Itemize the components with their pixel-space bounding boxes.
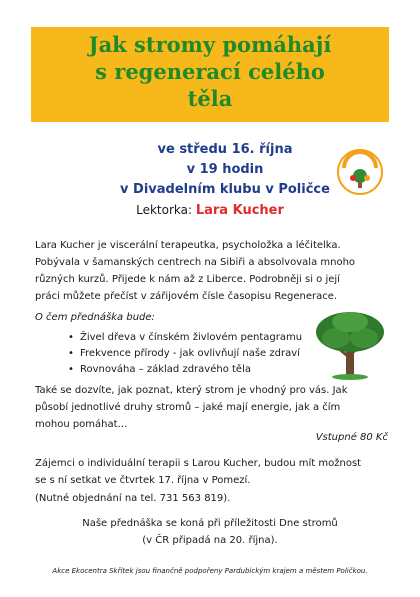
topics-heading: O čem přednáška bude: (35, 312, 155, 323)
event-place: v Divadelním klubu v Poličce (120, 182, 330, 197)
title-banner (31, 27, 389, 122)
lecturer-line (0, 203, 420, 218)
list-item: • Frekvence přírody - jak ovlivňují naše zdraví (80, 346, 302, 362)
entry-fee: Vstupné 80 Kč (315, 432, 388, 443)
list-item: • Rovnováha – základ zdravého těla (80, 362, 302, 378)
list-item: • Živel dřeva v čínském živlovém pentagramu (80, 330, 302, 346)
booking-note: (Nutné objednání na tel. 731 563 819). (35, 493, 231, 504)
event-time: v 19 hodin (186, 162, 264, 177)
individual-therapy-paragraph: Zájemci o individuální terapii s Larou Kucher, budou mít možnost se s ní setkat ve čtvrtek 17. října v Pomezí. (35, 458, 362, 486)
intro-paragraph: Lara Kucher je viscerální terapeutka, psycholožka a léčitelka. Pobývala v šamanských centrech na Sibiři a absolvovala mnoho různých kurzů. Přijede k nám až z Liberce. Podrobněji si o její práci můžete přečíst v zářijovém čísle časopisu Regenerace. (35, 240, 356, 302)
event-date: ve středu 16. října (157, 142, 293, 157)
tree-illustration (310, 308, 390, 380)
event-details (100, 140, 350, 200)
page-title: Jak stromy pomáhají s regenerací celého těla (88, 32, 332, 111)
footer-sponsor-note: Akce Ekocentra Skřítek jsou finančně podpořeny Pardubickým krajem a městem Poličkou. (52, 567, 368, 575)
extra-paragraph: Také se dozvíte, jak poznat, který strom je vhodný pro vás. Jak působí jednotlivé druhy stromů – jaké mají energie, jak a čím mohou pomáhat… (35, 385, 348, 430)
topics-list (80, 330, 302, 378)
lecturer-label: Lektorka: (136, 203, 193, 217)
lecturer-name: Lara Kucher (195, 203, 284, 218)
closing-note: Naše přednáška se koná při příležitosti Dne stromů (v ČR připadá na 20. října). (82, 518, 338, 546)
